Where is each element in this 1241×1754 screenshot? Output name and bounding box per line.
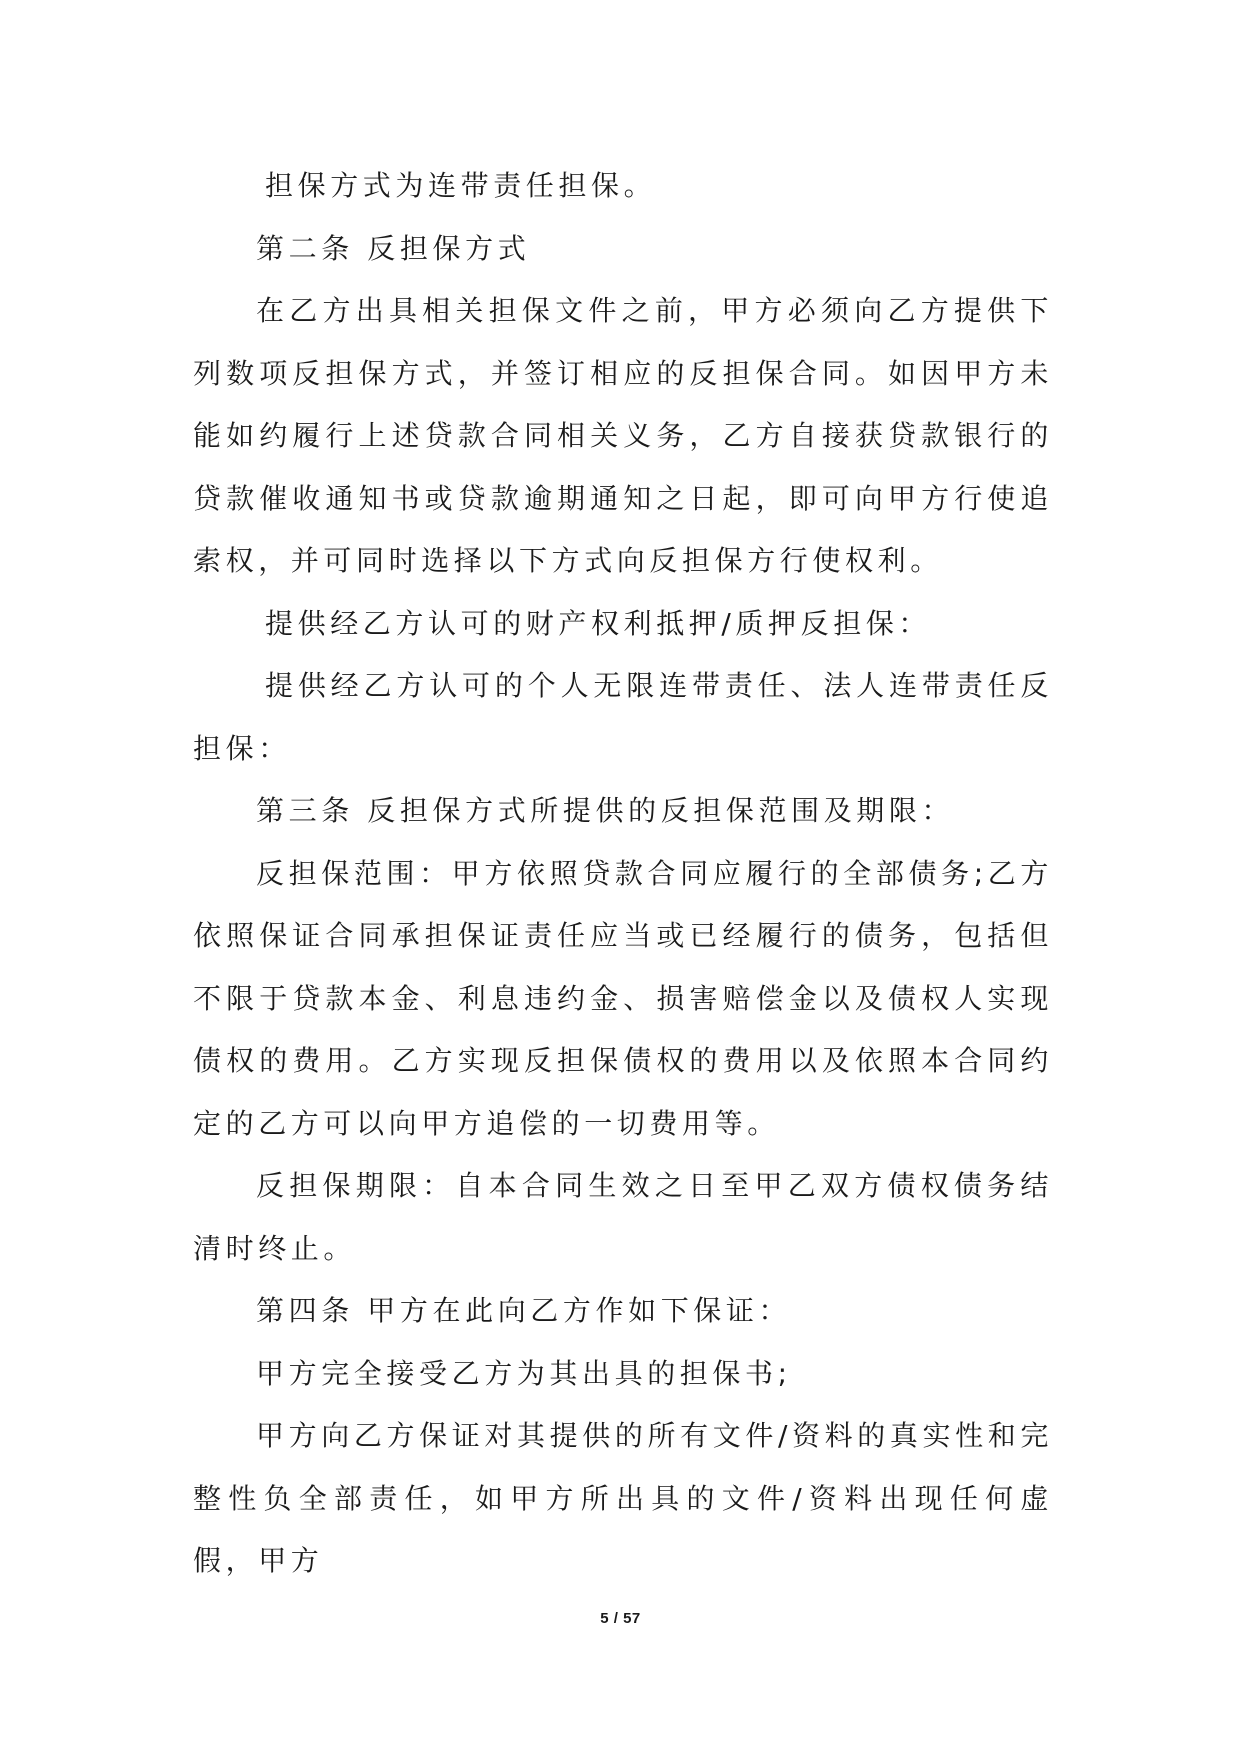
paragraph: 在乙方出具相关担保文件之前，甲方必须向乙方提供下列数项反担保方式，并签订相应的反担保合同。如因甲方未能如约履行上述贷款合同相关义务，乙方自接获贷款银行的贷款催收通知书或贷款逾期通知之日起，即可向甲方行使追索权，并可同时选择以下方式向反担保方行使权利。 [193,294,1053,577]
paragraph: 担保方式为连带责任担保。 [265,169,657,202]
paragraph: 提供经乙方认可的财产权利抵押/质押反担保： [265,606,932,640]
section-heading: 第四条 甲方在此向乙方作如下保证： [256,1294,792,1327]
section-heading: 第三条 反担保方式所提供的反担保范围及期限： [256,794,955,827]
paragraph: 甲方向乙方保证对其提供的所有文件/资料的真实性和完整性负全部责任，如甲方所出具的文件/资料出现任何虚假，甲方 [193,1419,1053,1577]
paragraph: 反担保期限：自本合同生效之日至甲乙双方债权债务结清时终止。 [193,1169,1053,1265]
section-heading: 第二条 反担保方式 [256,231,531,265]
page-number: 5 / 57 [600,1610,641,1627]
paragraph: 反担保范围：甲方依照贷款合同应履行的全部债务;乙方依照保证合同承担保证责任应当或已经履行的债务，包括但不限于贷款本金、利息违约金、损害赔偿金以及债权人实现债权的费用。乙方实现反担保债权的费用以及依照本合同约定的乙方可以向甲方追偿的一切费用等。 [193,856,1053,1140]
paragraph: 甲方完全接受乙方为其出具的担保书; [256,1356,792,1390]
paragraph: 提供经乙方认可的个人无限连带责任、法人连带责任反担保： [193,669,1053,765]
document-body [193,155,1053,1593]
